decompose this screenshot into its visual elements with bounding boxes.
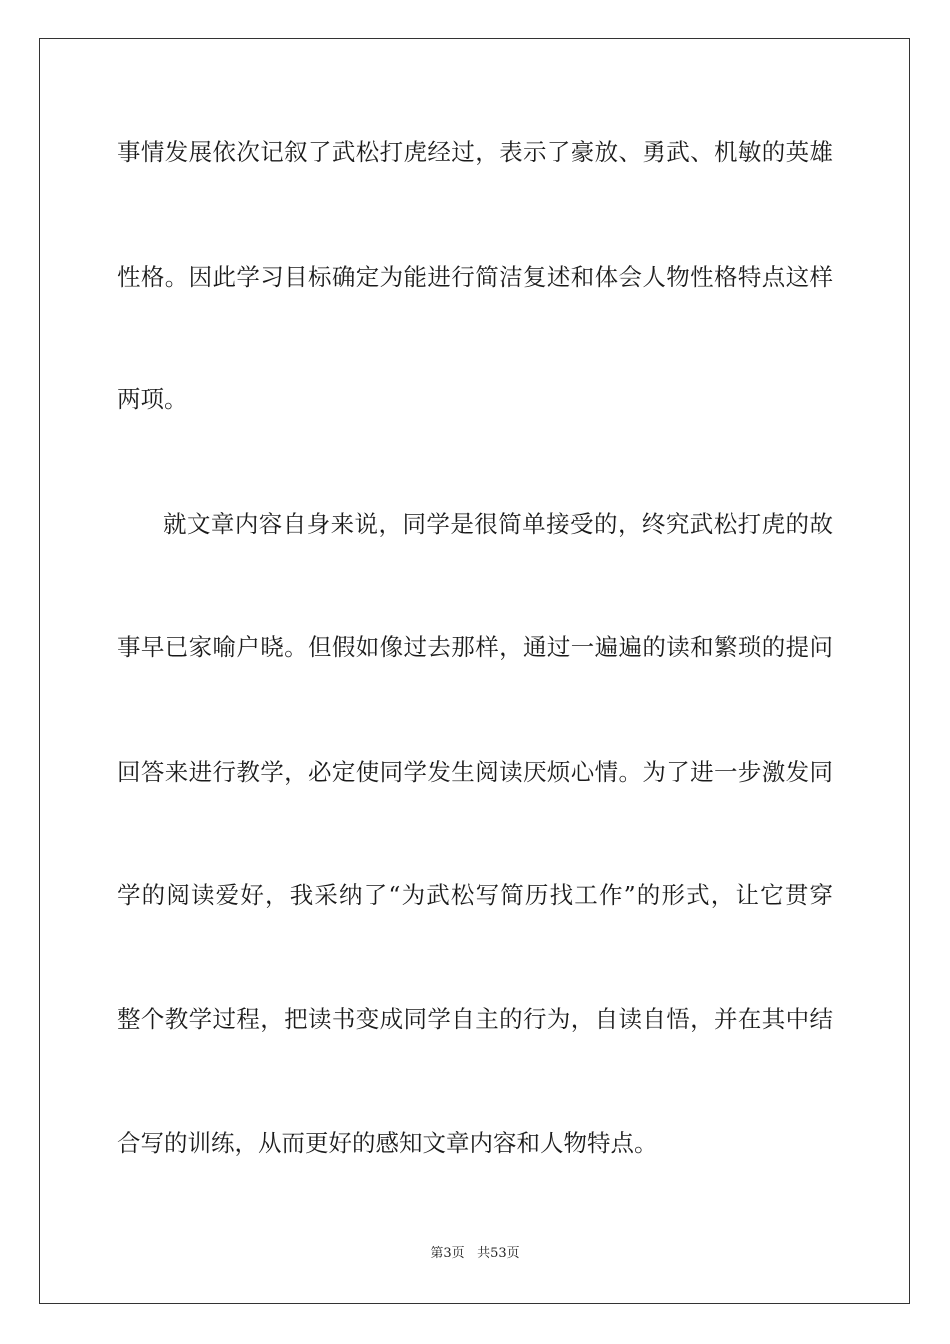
text-line: 合写的训练，从而更好的感知文章内容和人物特点。 <box>117 1129 658 1157</box>
text-line: 事情发展依次记叙了武松打虎经过，表示了豪放、勇武、机敏的英雄 <box>117 138 833 166</box>
text-line: 整个教学过程，把读书变成同学自主的行为，自读自悟，并在其中结 <box>117 1005 833 1033</box>
page-number: 第3页 <box>430 1246 465 1261</box>
text-line: 学的阅读爱好，我采纳了“为武松写简历找工作”的形式，让它贯穿 <box>117 881 833 909</box>
text-line: 就文章内容自身来说，同学是很简单接受的，终究武松打虎的故 <box>163 510 833 538</box>
text-line: 回答来进行教学，必定使同学发生阅读厌烦心情。为了进一步激发同 <box>117 758 833 786</box>
text-line: 事早已家喻户晓。但假如像过去那样，通过一遍遍的读和繁琐的提问 <box>117 633 833 661</box>
page-footer <box>0 1245 950 1263</box>
text-line: 两项。 <box>117 385 188 413</box>
text-line: 性格。因此学习目标确定为能进行简洁复述和体会人物性格特点这样 <box>117 263 833 291</box>
page-border <box>39 38 910 1304</box>
total-pages: 共53页 <box>477 1246 520 1261</box>
